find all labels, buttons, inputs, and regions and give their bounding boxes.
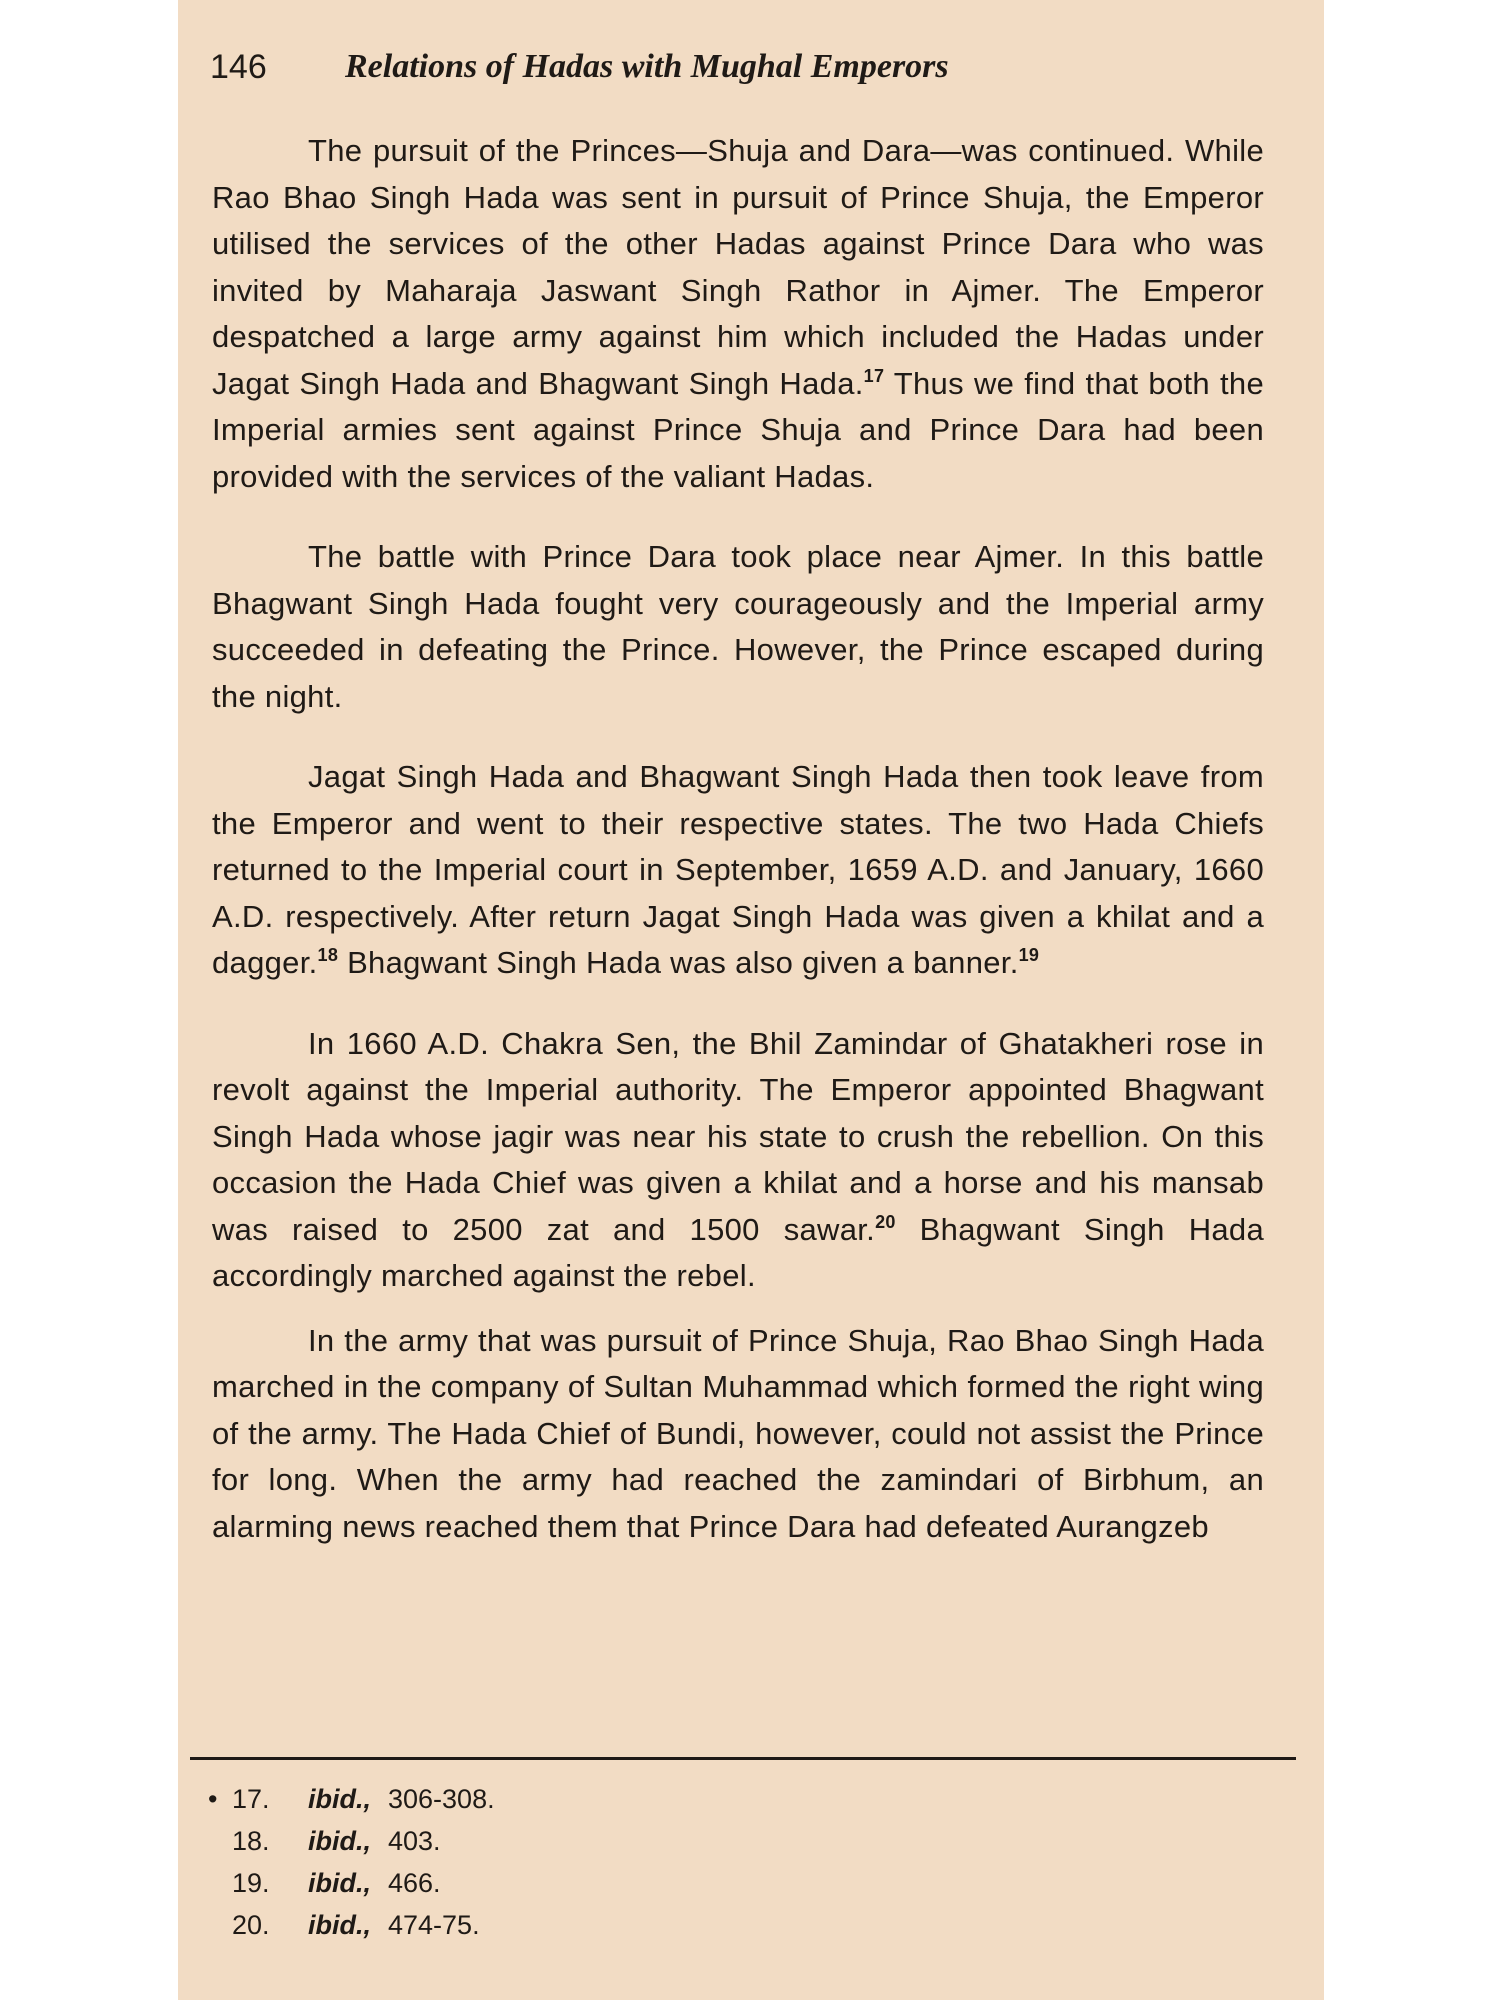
footnote-ref-text: ibid., [308, 1784, 371, 1814]
paragraph-text: The pursuit of the Princes—Shuja and Dara—was continued. While Rao Bhao Singh Hada was sent in pursuit of Prince Shuja, the Emperor utilised the services of the other Hadas against Prince Dara who was invited by Maharaja Jaswant Singh Rathor in Ajmer. The Emperor despatched a large army against him which included the Hadas under Jagat Singh Hada and Bhagwant Singh Hada. [212, 133, 1264, 401]
footnote-number: 18. [232, 1826, 270, 1856]
page-header [210, 48, 1290, 98]
footnote-number: 20. [232, 1910, 270, 1940]
footnote [208, 1778, 908, 1820]
footnote [208, 1862, 908, 1904]
body-text [212, 128, 1264, 1550]
footnote-ref: 19 [1018, 945, 1040, 965]
footnote-number: 19. [232, 1868, 270, 1898]
footnote-bullet: • [208, 1784, 218, 1814]
running-title: Relations of Hadas with Mughal Emperors [345, 48, 949, 85]
paragraph-text: Thus we find that both the Imperial armies sent against Prince Shuja and Prince Dara had been provided with the services of the valiant Hadas. [212, 365, 1264, 494]
book-page [178, 0, 1324, 2000]
footnote-ref-text: ibid., [308, 1868, 371, 1898]
footnote-ref: 18 [317, 945, 339, 965]
paragraph [212, 1318, 1264, 1551]
paragraph-text: In 1660 A.D. Chakra Sen, the Bhil Zamindar of Ghatakheri rose in revolt against the Imperial authority. The Emperor appointed Bhagwant Singh Hada whose jagir was near his state to crush the rebellion. On this occasion the Hada Chief was given a khilat and a horse and his mansab was raised to 2500 zat and 1500 sawar. [212, 1025, 1264, 1247]
paragraph [212, 1021, 1264, 1300]
footnote-number: 17. [232, 1784, 270, 1814]
footnote-ref: 17 [863, 365, 885, 386]
footnote-divider [190, 1757, 1296, 1760]
paragraph-text: Bhagwant Singh Hada accordingly marched against the rebel. [212, 1211, 1264, 1293]
page-number: 146 [210, 48, 267, 86]
footnote-pages: 466. [388, 1868, 441, 1898]
footnotes [208, 1778, 908, 1946]
paragraph-text: The battle with Prince Dara took place near Ajmer. In this battle Bhagwant Singh Hada fought very courageously and the Imperial army succeeded in defeating the Prince. However, the Prince escaped during the night. [212, 539, 1264, 714]
paragraph [212, 128, 1264, 500]
footnote-pages: 474-75. [388, 1910, 480, 1940]
paragraph [212, 754, 1264, 987]
footnote [208, 1904, 908, 1946]
footnote-ref: 20 [875, 1211, 896, 1232]
paragraph [212, 534, 1264, 720]
paragraph-text: Bhagwant Singh Hada was also given a banner. [338, 945, 1019, 980]
paragraph-text: Jagat Singh Hada and Bhagwant Singh Hada then took leave from the Emperor and went to their respective states. The two Hada Chiefs returned to the Imperial court in September, 1659 A.D. and January, 1660 A.D. respectively. After return Jagat Singh Hada was given a khilat and a dagger. [212, 759, 1264, 980]
footnote-ref-text: ibid., [308, 1826, 371, 1856]
footnote-ref-text: ibid., [308, 1910, 371, 1940]
footnote-pages: 403. [388, 1826, 441, 1856]
footnote-pages: 306-308. [388, 1784, 495, 1814]
footnote [208, 1820, 908, 1862]
paragraph-text: In the army that was pursuit of Prince Shuja, Rao Bhao Singh Hada marched in the company of Sultan Muhammad which formed the right wing of the army. The Hada Chief of Bundi, however, could not assist the Prince for long. When the army had reached the zamindari of Birbhum, an alarming news reached them that Prince Dara had defeated Aurangzeb [212, 1322, 1264, 1544]
